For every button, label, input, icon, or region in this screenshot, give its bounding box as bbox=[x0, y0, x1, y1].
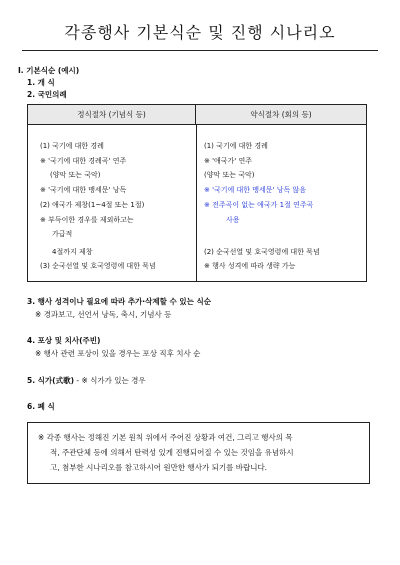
table-column-divider bbox=[196, 125, 197, 282]
formal-line: 4절까지 제창 bbox=[52, 248, 93, 256]
informal-line-highlight: 사용 bbox=[226, 216, 240, 224]
item-opening: 1. 개 식 bbox=[27, 78, 55, 87]
item-song-note: - ※ 식가가 있는 경우 bbox=[76, 376, 146, 385]
formal-line: ※ 부득이한 경우를 제외하고는 bbox=[40, 216, 134, 224]
formal-line: ※ '국기에 대한 경례곡' 연주 bbox=[40, 157, 127, 165]
informal-line: (2) 순국선열 및 호국영령에 대한 묵념 bbox=[204, 248, 320, 256]
item-song-heading: 5. 식가(式歌) bbox=[27, 376, 75, 385]
item-closing-heading: 6. 폐 식 bbox=[27, 402, 55, 411]
item-award-note: ※ 행사 관련 포상이 있을 경우는 포상 직후 치사 순 bbox=[35, 349, 201, 358]
table-header-formal: 정식절차 (기념식 등) bbox=[28, 105, 196, 125]
informal-line-highlight: ※ '국기에 대한 맹세문' 낭독 않음 bbox=[204, 186, 306, 194]
note-line: 고, 첨부한 시나리오를 참고하시어 원만한 행사가 되기를 바랍니다. bbox=[50, 463, 268, 472]
informal-line: (1) 국기에 대한 경례 bbox=[204, 142, 268, 150]
ceremony-table bbox=[27, 104, 367, 282]
formal-line: (3) 순국선열 및 호국영령에 대한 묵념 bbox=[40, 262, 156, 270]
note-line: 적, 주관단체 등에 의해서 탄력성 있게 진행되어질 수 있는 것임을 유념하시 bbox=[50, 448, 294, 457]
item-song-row bbox=[27, 376, 146, 386]
formal-line: 가급적 bbox=[52, 230, 73, 238]
closing-note-box bbox=[27, 422, 370, 484]
formal-line: (2) 애국가 제창(1~4절 또는 1절) bbox=[40, 201, 145, 209]
page-title: 각종행사 기본식순 및 진행 시나리오 bbox=[64, 23, 336, 42]
formal-line: ※ '국기에 대한 맹세문' 낭독 bbox=[40, 186, 127, 194]
note-line: ※ 각종 행사는 정해진 기본 원칙 위에서 주어진 상황과 여건, 그리고 행사의 목 bbox=[38, 433, 293, 442]
item-optional-note: ※ 경과보고, 선언서 낭독, 축시, 기념사 등 bbox=[35, 310, 172, 319]
table-header-informal: 약식절차 (회의 등) bbox=[196, 105, 366, 125]
informal-line: ※ '애국가' 연주 bbox=[204, 157, 252, 165]
item-award-heading: 4. 포상 및 치사(주빈) bbox=[27, 336, 101, 345]
title-underline bbox=[22, 50, 378, 51]
item-optional-heading: 3. 행사 성격이나 필요에 따라 추가·삭제할 수 있는 식순 bbox=[27, 297, 211, 306]
informal-line: ※ 행사 성격에 따라 생략 가능 bbox=[204, 262, 296, 270]
section-heading: Ⅰ. 기본식순 (예시) bbox=[18, 66, 80, 75]
informal-line-highlight: ※ 전주곡이 없는 애국가 1절 연주곡 bbox=[204, 201, 314, 209]
informal-line: (양악 또는 국악) bbox=[204, 171, 255, 179]
formal-line: (양악 또는 국악) bbox=[50, 171, 101, 179]
item-national-ceremony: 2. 국민의례 bbox=[27, 90, 67, 99]
formal-line: (1) 국기에 대한 경례 bbox=[40, 142, 104, 150]
